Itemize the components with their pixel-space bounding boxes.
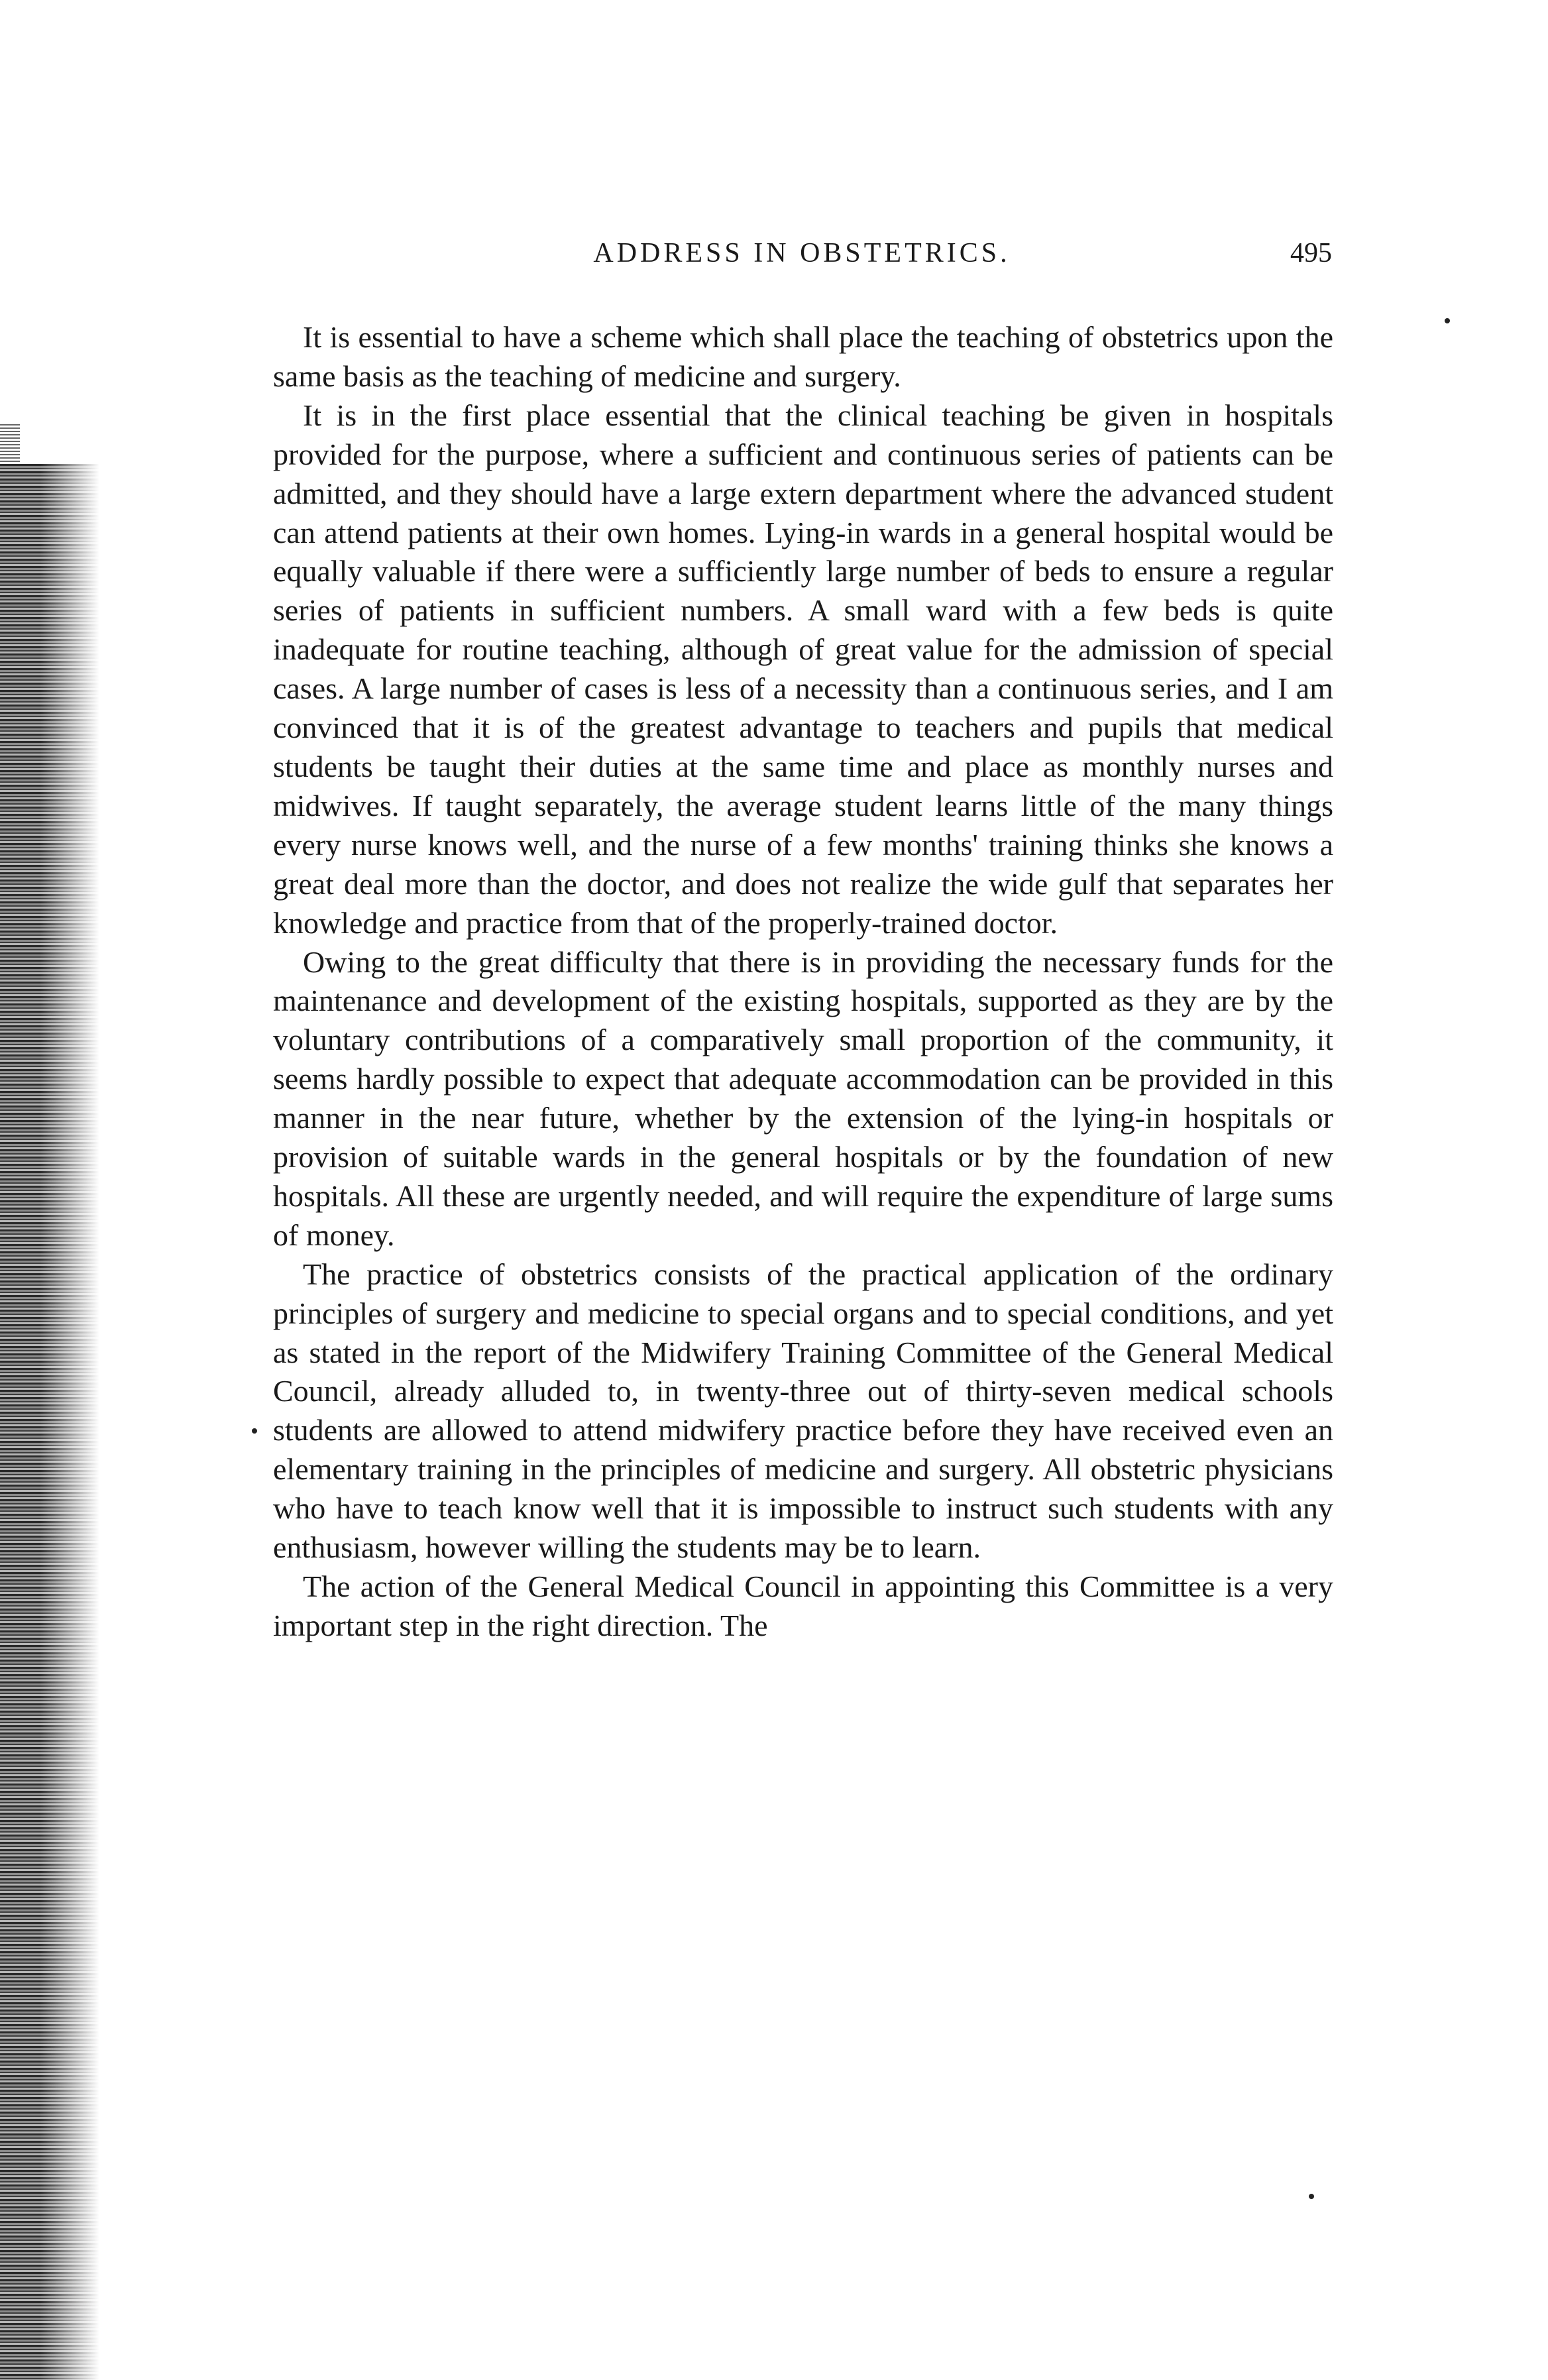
paragraph-3: Owing to the great difficulty that there is in providing the necessary funds for the maintenance and development of the existing hospitals, supported as they are by the voluntary contributions of a comparatively small proportion of the community, it seems hardly possible to expect that adequate accommodation can be provided in this manner in the near future, whether by the extension of the lying-in hospitals or provision of suitable wards in the general hospitals or by the foundation of new hospitals. All these are urgently needed, and will require the expenditure of large sums of money.	[273, 944, 1333, 1252]
scan-speck	[1309, 2194, 1314, 2199]
scan-speck	[252, 1428, 257, 1434]
scan-speck	[1445, 318, 1450, 323]
body-text	[273, 318, 1333, 1646]
paragraph-4: The practice of obstetrics consists of the practical application of the ordinary principles of surgery and medicine to special organs and to special conditions, and yet as stated in the report of the Midwifery Training Committee of the General Medical Council, already alluded to, in twenty-three out of thirty-seven medical schools students are allowed to attend midwifery practice before they have received even an elementary training in the principles of medicine and surgery. All obstetric physicians who have to teach know well that it is impossible to instruct such students with any enthusiasm, however willing the students may be to learn.	[273, 1257, 1333, 1565]
paragraph-5: The action of the General Medical Council in appointing this Committee is a very important step in the right direction. The	[273, 1569, 1333, 1642]
paragraph-2: It is in the first place essential that the clinical teaching be given in hospitals provided for the purpose, where a sufficient and continuous series of patients can be admitted, and they should have a large extern department where the advanced student can attend patients at their own homes. Lying-in wards in a general hospital would be equally valuable if there were a sufficiently large number of beds to ensure a regular series of patients in sufficient numbers. A small ward with a few beds is quite inadequate for routine teaching, although of great value for the admission of special cases. A large number of cases is less of a necessity than a continuous series, and I am convinced that it is of the greatest advantage to teachers and pupils that medical students be taught their duties at the same time and place as monthly nurses and midwives. If taught separately, the average student learns little of the many things every nurse knows well, and the nurse of a few months' training thinks she knows a great deal more than the doctor, and does not realize the wide gulf that separates her knowledge and practice from that of the properly-trained doctor.	[273, 398, 1333, 940]
running-title: ADDRESS IN OBSTETRICS.	[593, 238, 1011, 268]
binding-edge-shadow	[0, 464, 99, 2380]
binding-edge-top	[0, 424, 20, 464]
paragraph-1: It is essential to have a scheme which shall place the teaching of obstetrics upon the same basis as the teaching of medicine and surgery.	[273, 320, 1333, 393]
page-number: 495	[1290, 238, 1332, 268]
page-header	[272, 233, 1332, 273]
